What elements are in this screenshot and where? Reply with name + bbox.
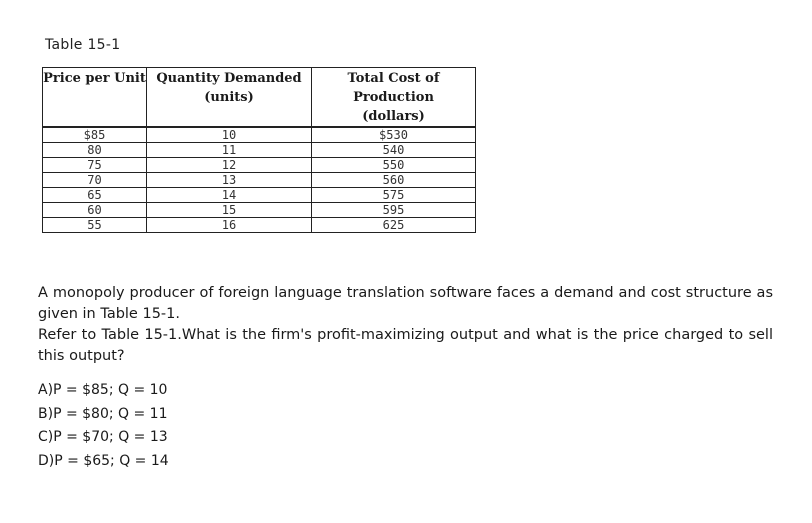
header-total-cost [312, 68, 476, 128]
total-cost-cell: 540 [312, 143, 476, 158]
question-text [38, 283, 773, 367]
question-prompt: Refer to Table 15-1.What is the firm's profit-maximizing output and what is the price charged to sell this output? [38, 327, 773, 364]
price-cell: 70 [43, 173, 147, 188]
cost-demand-table [42, 67, 476, 233]
price-cell: $85 [43, 127, 147, 143]
quantity-cell: 14 [147, 188, 312, 203]
table-row [43, 203, 476, 218]
table-header-row [43, 68, 476, 128]
quantity-cell: 16 [147, 218, 312, 233]
total-cost-cell: 595 [312, 203, 476, 218]
total-cost-cell: 575 [312, 188, 476, 203]
total-cost-cell: 550 [312, 158, 476, 173]
price-cell: 60 [43, 203, 147, 218]
header-total-cost-text: Total Cost of Production (dollars) [347, 71, 440, 124]
quantity-cell: 11 [147, 143, 312, 158]
total-cost-cell: $530 [312, 127, 476, 143]
table-row [43, 173, 476, 188]
quantity-cell: 15 [147, 203, 312, 218]
option-b[interactable]: B)P = $80; Q = 11 [38, 405, 168, 422]
price-cell: 75 [43, 158, 147, 173]
table-row [43, 188, 476, 203]
header-quantity [147, 68, 312, 128]
quantity-cell: 10 [147, 127, 312, 143]
price-cell: 65 [43, 188, 147, 203]
total-cost-cell: 625 [312, 218, 476, 233]
table-row [43, 127, 476, 143]
answer-options [38, 379, 169, 473]
question-context: A monopoly producer of foreign language translation software faces a demand and cost structure as given in Table 15-1. [38, 285, 773, 322]
option-c[interactable]: C)P = $70; Q = 13 [38, 429, 168, 445]
header-price: Price per Unit [43, 68, 147, 128]
header-quantity-text: Quantity Demanded (units) [156, 71, 302, 105]
quantity-cell: 12 [147, 158, 312, 173]
price-cell: 80 [43, 143, 147, 158]
table-row [43, 218, 476, 233]
option-a[interactable]: A)P = $85; Q = 10 [38, 382, 168, 398]
table-row [43, 158, 476, 173]
quantity-cell: 13 [147, 173, 312, 188]
data-table-container [42, 67, 476, 233]
total-cost-cell: 560 [312, 173, 476, 188]
table-row [43, 143, 476, 158]
option-d[interactable]: D)P = $65; Q = 14 [38, 452, 169, 469]
price-cell: 55 [43, 218, 147, 233]
table-caption: Table 15-1 [45, 37, 121, 53]
